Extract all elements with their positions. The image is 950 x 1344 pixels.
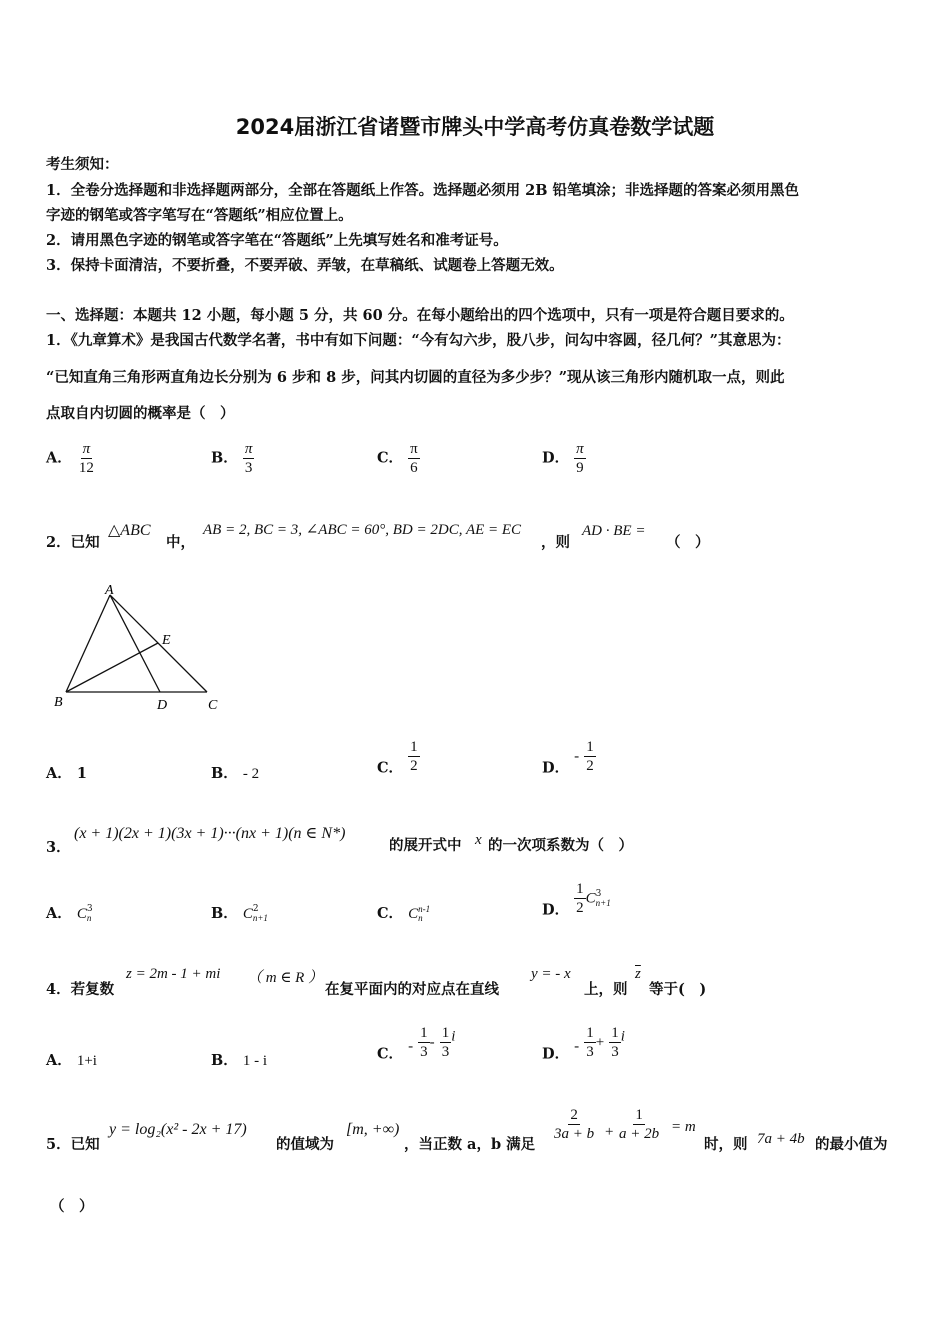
- q4-prefix: 4．若复数: [46, 981, 115, 998]
- notice-item-1b: 字迹的钢笔或答字笔写在“答题纸”相应位置上。: [46, 207, 353, 224]
- q3-option-c[interactable]: C． C n-1 n: [377, 904, 431, 923]
- q2-paren: （ ）: [666, 534, 710, 551]
- notice-item-1: 1．全卷分选择题和非选择题两部分，全部在答题纸上作答。选择题必须用 2B 铅笔填涂；非选择题的答案必须用黑色: [46, 182, 800, 199]
- section-heading: 一、选择题：本题共 12 小题，每小题 5 分，共 60 分。在每小题给出的四个选项中，只有一项是符合题目要求的。: [46, 307, 794, 324]
- q4-zbar: $\overline{z}$: [635, 966, 641, 982]
- q2-triangle-figure: [50, 580, 230, 715]
- notice-item-3: 3．保持卡面清洁，不要折叠，不要弄破、弄皱，在草稿纸、试题卷上答题无效。: [46, 257, 564, 274]
- q5-eq-m: = m: [671, 1119, 696, 1135]
- q4-mid2: 上，则: [584, 981, 628, 998]
- label-d: D: [157, 698, 168, 713]
- q5-fraction-1: $\frac{2}{3a + b}$: [554, 1107, 595, 1142]
- notice-item-2: 2．请用黑色字迹的钢笔或答字笔在“答题纸”上先填写姓名和准考证号。: [46, 232, 508, 249]
- segment-be: [66, 643, 158, 692]
- q2-option-c[interactable]: C． $\frac{1}{2}$: [377, 739, 418, 777]
- q3-suffix-b: 的一次项系数为（ ）: [488, 837, 633, 854]
- q4-option-b[interactable]: B． 1 - i: [211, 1052, 267, 1069]
- q4-option-d[interactable]: D． - $\frac{1}{3}$ + $\frac{1}{3}$ i: [542, 1025, 625, 1063]
- q1-option-d[interactable]: D． $\frac{\pi}{9}$: [542, 441, 584, 476]
- q3-option-b[interactable]: B． C 2 n+1: [211, 904, 268, 923]
- q1-line-3: 点取自内切圆的概率是（ ）: [46, 405, 235, 422]
- q2-ask: AD · BE =: [582, 523, 646, 539]
- q4-option-c[interactable]: C． - $\frac{1}{3}$ - $\frac{1}{3}$ i: [377, 1025, 456, 1063]
- q2-option-b[interactable]: B． - 2: [211, 765, 260, 782]
- q2-option-a[interactable]: A． 1: [46, 765, 87, 782]
- q4-line: y = - x: [531, 966, 571, 982]
- label-e: E: [162, 633, 171, 648]
- q5-range: [m, +∞): [346, 1121, 400, 1138]
- q3-option-d[interactable]: D． $\frac{1}{2}$ C 3 n+1: [542, 881, 611, 919]
- q1-line-2: “已知直角三角形两直角边长分别为 6 步和 8 步，问其内切圆的直径为多少步？”现从该三角形内随机取一点，则此: [46, 369, 785, 386]
- q1-option-c[interactable]: C． $\frac{\pi}{6}$: [377, 441, 418, 476]
- q4-z-def: z = 2m - 1 + mi: [126, 966, 221, 982]
- q5-then: 时，则: [704, 1136, 748, 1153]
- q5-fraction-2: $\frac{1}{a + 2b}$: [619, 1107, 660, 1142]
- q5-mid: ，当正数 a，b 满足: [404, 1136, 536, 1153]
- q3-expression: (x + 1)(2x + 1)(3x + 1)···(nx + 1)(n ∈ N*): [74, 825, 346, 842]
- q5-paren: （ ）: [50, 1198, 94, 1215]
- q2-prefix: 2．已知: [46, 534, 100, 551]
- label-c: C: [208, 698, 218, 713]
- segment-ad: [110, 595, 160, 692]
- q5-plus: +: [605, 1124, 614, 1140]
- q5-function: y = log₂(x² - 2x + 17): [109, 1121, 247, 1138]
- q3-var: x: [475, 832, 482, 848]
- q1-option-b[interactable]: B． $\frac{\pi}{3}$: [211, 441, 253, 476]
- q4-mid: 在复平面内的对应点在直线: [325, 981, 499, 998]
- q4-option-a[interactable]: A． 1+i: [46, 1052, 97, 1069]
- q2-mid: 中，: [166, 534, 195, 551]
- q3-option-a[interactable]: A． C 3 n: [46, 904, 93, 923]
- q2-option-d[interactable]: D． - $\frac{1}{2}$: [542, 739, 594, 777]
- side-ac: [110, 595, 207, 692]
- q2-conditions: AB = 2, BC = 3, ∠ABC = 60°, BD = 2DC, AE = EC: [203, 522, 522, 538]
- q5-target: 7a + 4b: [757, 1131, 805, 1147]
- label-b: B: [54, 695, 63, 710]
- q3-prefix: 3．: [46, 839, 71, 856]
- q1-option-a[interactable]: A． $\frac{\pi}{12}$: [46, 441, 94, 476]
- q4-condition: （ m ∈ R ）: [247, 970, 324, 986]
- page-title: 2024届浙江省诸暨市牌头中学高考仿真卷数学试题: [235, 115, 715, 139]
- q4-end: 等于( ): [649, 981, 707, 998]
- q3-suffix-a: 的展开式中: [389, 837, 462, 854]
- notice-heading: 考生须知：: [46, 156, 119, 173]
- q5-range-a: 的值域为: [276, 1136, 334, 1153]
- q5-prefix: 5．已知: [46, 1136, 100, 1153]
- q2-then: ，则: [541, 534, 570, 551]
- q1-line-1: 1．《九章算术》是我国古代数学名著，书中有如下问题：“今有勾六步，股八步，问勾中容圆，径几何？”其意思为：: [46, 332, 791, 349]
- q2-triangle: △ABC: [108, 522, 151, 539]
- label-a: A: [105, 583, 114, 598]
- side-ab: [66, 595, 110, 692]
- q5-end: 的最小值为: [815, 1136, 888, 1153]
